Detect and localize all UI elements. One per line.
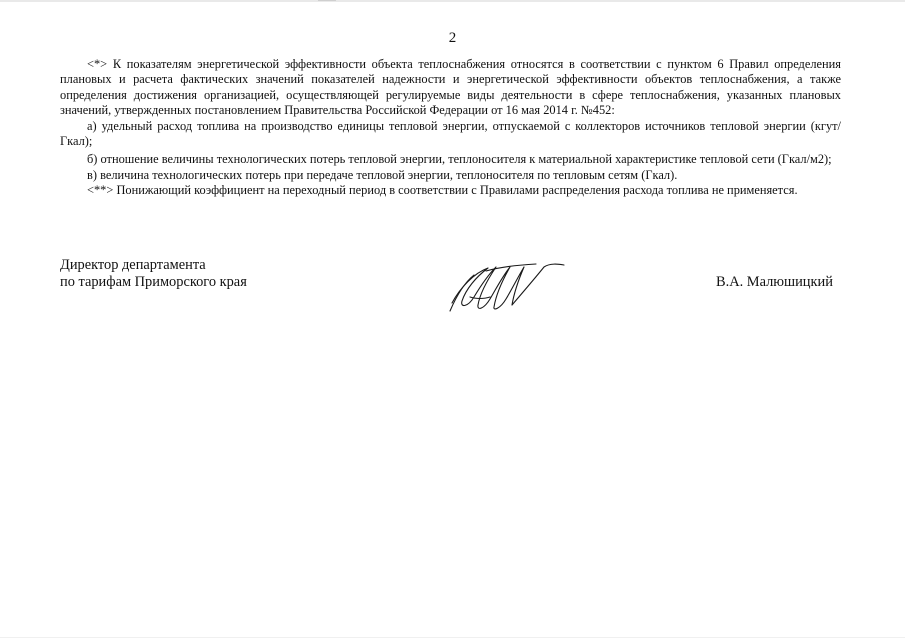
signer-position [60, 257, 247, 291]
handwritten-signature [440, 253, 570, 318]
signer-position-line-2: по тарифам Приморского края [60, 274, 247, 290]
footnote-energy-efficiency: <*> К показателям энергетической эффективности объекта теплоснабжения относятся в соответствии с пунктом 6 Правил определения плановых и расчета фактических значений показателей надежности и энергетической эффективности объектов теплоснабжения, а также определения достижения организацией, осуществляющей регулируемые виды деятельности в сфере теплоснабжения, указанных плановых значений, утвержденных постановлением Правительства Российской Федерации от 16 мая 2014 г. №452: [60, 57, 841, 118]
scan-artifact [318, 0, 336, 1]
footnotes-section [60, 57, 841, 199]
scan-bottom-edge [0, 637, 905, 638]
footnote-item-c: в) величина технологических потерь при передаче тепловой энергии, теплоносителя по тепловым сетям (Гкал). [87, 167, 678, 182]
page-number: 2 [448, 30, 457, 46]
footnote-item-a: а) удельный расход топлива на производство единицы тепловой энергии, отпускаемой с коллекторов источников тепловой энергии (кгут/Гкал); [60, 118, 841, 149]
scan-top-edge [0, 0, 905, 2]
signer-name: В.А. Малюшицкий [716, 274, 833, 290]
footnote-coefficient: <**> Понижающий коэффициент на переходный период в соответствии с Правилами распределения расхода топлива не применяется. [87, 183, 798, 198]
footnote-item-b: б) отношение величины технологических потерь тепловой энергии, теплоносителя к материальной характеристике тепловой сети (Гкал/м2); [87, 152, 832, 167]
signer-position-line-1: Директор департамента [60, 257, 206, 273]
